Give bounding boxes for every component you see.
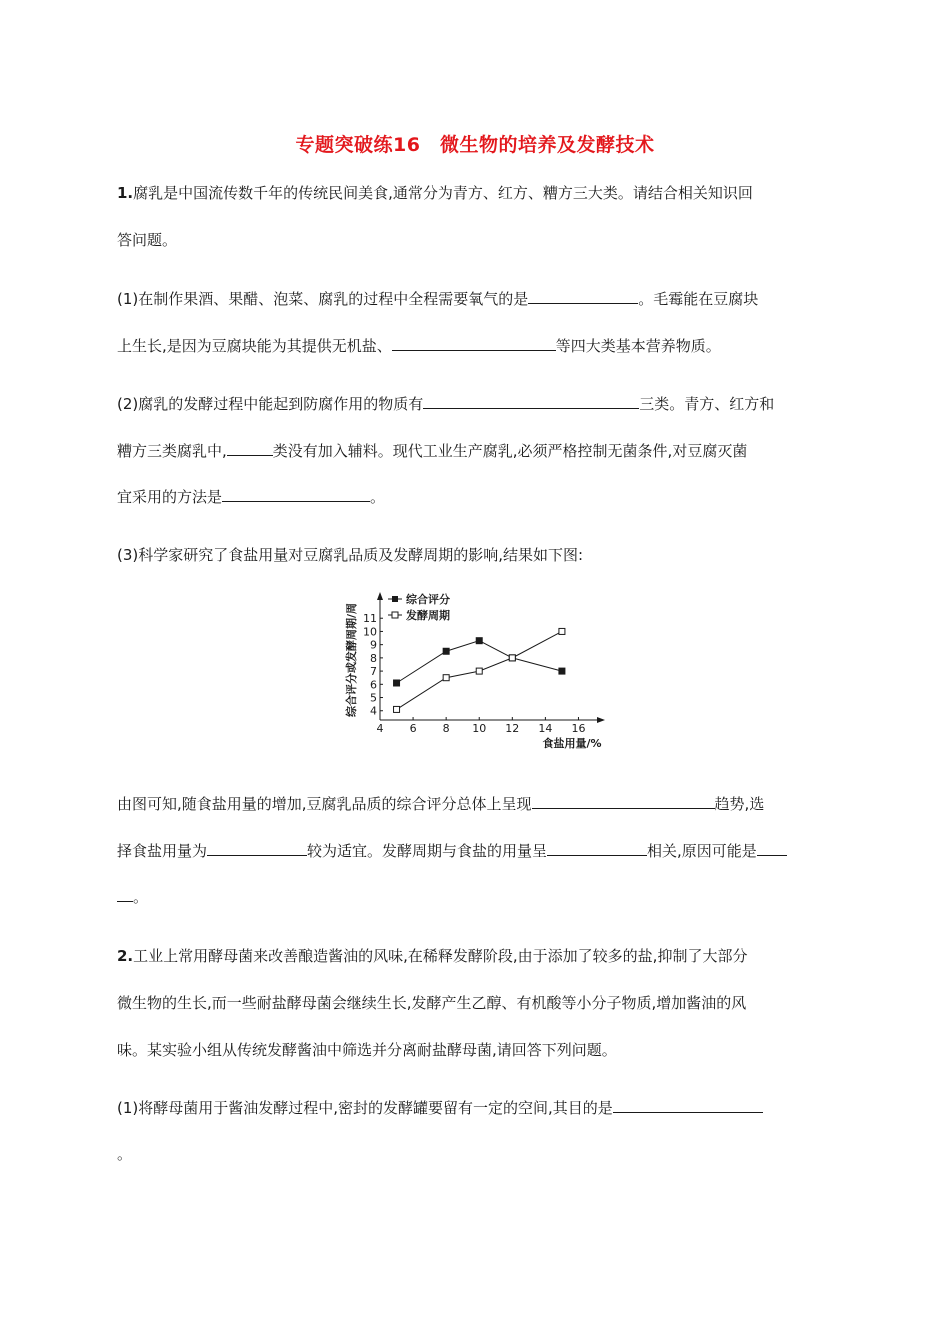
q1-part2-text-a: (2)腐乳的发酵过程中能起到防腐作用的物质有: [117, 395, 424, 413]
answer-blank-3[interactable]: [423, 393, 639, 409]
q1-part2-line-3: [117, 486, 385, 507]
q1-part1-line-2: [117, 335, 721, 356]
q1-stem-line-1: [117, 182, 753, 203]
q2-stem-text-a: 工业上常用酵母菌来改善酿造酱油的风味,在稀释发酵阶段,由于添加了较多的盐,抑制了大部分: [133, 947, 748, 965]
q1-part1-text-c: 上生长,是因为豆腐块能为其提供无机盐、: [117, 337, 392, 355]
q1-part2-text-e: 宜采用的方法是: [117, 488, 223, 506]
y-tick-label: 8: [370, 651, 377, 665]
q1-after-text-b: 趋势,选: [714, 795, 765, 813]
q2-part1-text-b: 。: [117, 1145, 133, 1163]
x-tick-label: 4: [376, 722, 384, 735]
q2-stem-line-2: [117, 992, 746, 1013]
score-point: [559, 668, 565, 674]
score-point: [443, 648, 449, 654]
q1-part3-text: (3)科学家研究了食盐用量对豆腐乳品质及发酵周期的影响,结果如下图:: [117, 546, 584, 564]
answer-blank-9-cont[interactable]: [117, 886, 133, 902]
y-tick-label: 9: [370, 638, 377, 652]
legend-marker-score: [392, 596, 398, 602]
q1-stem-line-2: [117, 229, 177, 250]
cycle-point: [559, 628, 565, 634]
x-tick-label: 12: [505, 722, 520, 735]
answer-blank-1[interactable]: [528, 288, 638, 304]
q2-number: 2.: [117, 947, 134, 965]
y-axis-arrow: [377, 592, 383, 600]
page-title: 专题突破练16 微生物的培养及发酵技术: [295, 134, 655, 156]
q1-part1-text-b: 。毛霉能在豆腐块: [638, 290, 759, 308]
q1-after-text-c: 择食盐用量为: [117, 842, 208, 860]
q1-part2-line-1: [117, 393, 774, 414]
x-axis-arrow: [597, 717, 605, 723]
q1-part3-line: [117, 544, 583, 565]
q1-after-line-3: [117, 886, 148, 907]
legend-label-cycle: 发酵周期: [406, 609, 450, 622]
q1-stem-text-b: 答问题。: [117, 231, 178, 249]
x-tick-label: 10: [472, 722, 487, 735]
q1-part1-text-a: (1)在制作果酒、果醋、泡菜、腐乳的过程中全程需要氧气的是: [117, 290, 529, 308]
cycle-point: [509, 655, 515, 661]
q2-stem-text-b: 微生物的生长,而一些耐盐酵母菌会继续生长,发酵产生乙醇、有机酸等小分子物质,增加酱油的风: [117, 994, 747, 1012]
q1-after-text-f: 。: [133, 888, 149, 906]
q2-stem-line-3: [117, 1039, 617, 1060]
q1-part2-text-b: 三类。青方、红方和: [639, 395, 775, 413]
q1-after-text-a: 由图可知,随食盐用量的增加,豆腐乳品质的综合评分总体上呈现: [117, 795, 532, 813]
q2-part1-line-1: [117, 1097, 763, 1118]
answer-blank-10[interactable]: [613, 1097, 763, 1113]
q1-part2-text-d: 类没有加入辅料。现代工业生产腐乳,必须严格控制无菌条件,对豆腐灭菌: [272, 442, 748, 460]
y-tick-label: 11: [363, 612, 377, 626]
q1-part2-line-2: [117, 440, 747, 461]
q1-after-text-e: 相关,原因可能是: [647, 842, 757, 860]
y-tick-label: 7: [370, 665, 377, 679]
q1-after-line-1: [117, 793, 764, 814]
x-tick-label: 16: [571, 722, 586, 735]
answer-blank-2[interactable]: [392, 335, 556, 351]
q1-part1-line-1: [117, 288, 758, 309]
series-line-score: [397, 641, 562, 683]
q2-stem-line-1: [117, 945, 747, 966]
chart-legend: [388, 592, 450, 622]
cycle-point: [394, 706, 400, 712]
y-tick-label: 6: [370, 678, 377, 692]
q2-part1-line-2: [117, 1143, 132, 1164]
chart-ticks: [363, 612, 585, 735]
score-point: [394, 680, 400, 686]
answer-blank-6[interactable]: [532, 793, 715, 809]
cycle-point: [443, 675, 449, 681]
x-tick-label: 6: [409, 722, 417, 735]
salt-chart: [340, 588, 610, 756]
q1-number: 1.: [117, 184, 134, 202]
answer-blank-8[interactable]: [547, 840, 647, 856]
legend-marker-cycle: [392, 612, 398, 618]
chart-x-label: 食盐用量/%: [542, 737, 602, 750]
q1-part2-text-c: 糟方三类腐乳中,: [117, 442, 227, 460]
chart-series: [394, 628, 565, 712]
legend-label-score: 综合评分: [406, 593, 450, 606]
q1-after-text-d: 较为适宜。发酵周期与食盐的用量呈: [307, 842, 548, 860]
y-tick-label: 10: [363, 625, 377, 639]
q2-stem-text-c: 味。某实验小组从传统发酵酱油中筛选并分离耐盐酵母菌,请回答下列问题。: [117, 1041, 617, 1059]
x-tick-label: 14: [538, 722, 553, 735]
q1-part1-text-d: 等四大类基本营养物质。: [555, 337, 721, 355]
y-tick-label: 4: [370, 704, 377, 718]
answer-blank-9[interactable]: [757, 840, 787, 856]
q1-after-line-2: [117, 840, 787, 861]
q1-stem-text-a: 腐乳是中国流传数千年的传统民间美食,通常分为青方、红方、糟方三大类。请结合相关知识回: [133, 184, 753, 202]
q1-part2-text-f: 。: [370, 488, 386, 506]
q2-part1-text-a: (1)将酵母菌用于酱油发酵过程中,密封的发酵罐要留有一定的空间,其目的是: [117, 1099, 613, 1117]
cycle-point: [476, 668, 482, 674]
x-tick-label: 8: [442, 722, 450, 735]
answer-blank-4[interactable]: [227, 440, 273, 456]
answer-blank-7[interactable]: [207, 840, 307, 856]
chart-y-label: 综合评分或发酵周期/周: [345, 602, 358, 718]
y-tick-label: 5: [370, 691, 377, 705]
score-point: [476, 638, 482, 644]
answer-blank-5[interactable]: [222, 486, 370, 502]
